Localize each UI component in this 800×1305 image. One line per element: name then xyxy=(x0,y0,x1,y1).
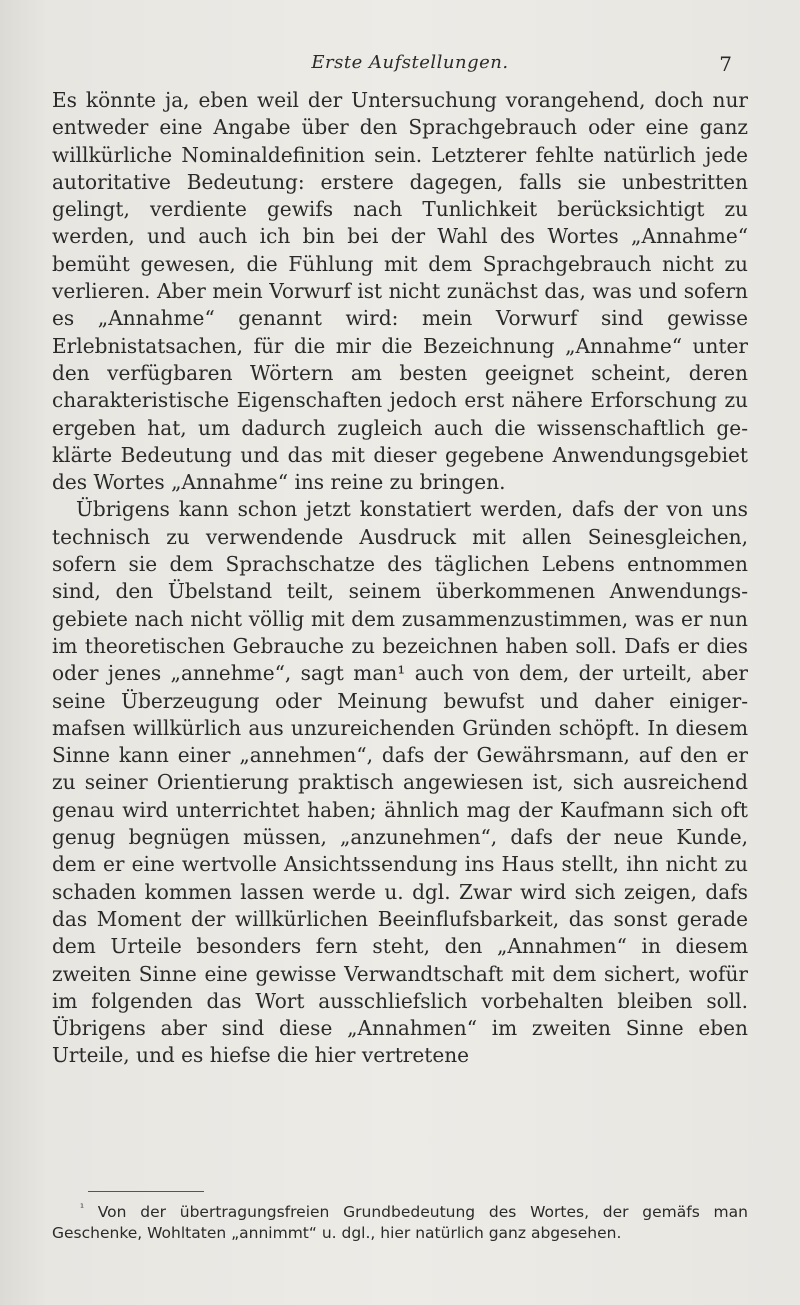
running-title: Erste Aufstellungen. xyxy=(311,52,509,73)
paragraph-2: Übrigens kann schon jetzt konstatiert werden, dafs der von uns technisch zu verwendende Ausdruck mit allen Seinesgleichen, sofern sie dem Sprachschatze des täglichen Lebens entnommen sind, den Übelstand teilt, seinem überkommenen Anwendungsgebiete nach nicht völlig mit dem zusammenzustimmen, was er nun im theoretischen Gebrauche zu bezeichnen haben soll. Dafs er dies oder jenes „annehme“, sagt man¹ auch von dem, der urteilt, aber seine Überzeugung oder Meinung bewufst und daher einigermafsen willkürlich aus unzureichenden Gründen schöpft. In diesem Sinne kann einer „annehmen“, dafs der Gewährsmann, auf den er zu seiner Orientierung praktisch angewiesen ist, sich ausreichend genau wird unterrichtet haben; ähnlich mag der Kaufmann sich oft genug begnügen müssen, „anzunehmen“, dafs der neue Kunde, dem er eine wertvolle Ansichtssendung ins Haus stellt, ihn nicht zu schaden kommen lassen werde u. dgl. Zwar wird sich zeigen, dafs das Moment der willkürlichen Beeinflufsbarkeit, das sonst gerade dem Urteile besonders fern steht, den „Annahmen“ in diesem zweiten Sinne eine gewisse Verwandtschaft mit dem sichert, wofür im folgenden das Wort ausschliefslich vorbehalten bleiben soll. Übrigens aber sind diese „Annahmen“ im zweiten Sinne eben Urteile, und es hiefse die hier vertretene xyxy=(52,497,748,1068)
body-text xyxy=(52,87,748,1070)
footnote-divider xyxy=(88,1191,204,1192)
page-number: 7 xyxy=(719,52,732,76)
footnote xyxy=(52,1199,748,1243)
footnote-text: Von der übertragungsfreien Grundbedeutung des Wortes, der gemäfs man Geschenke, Wohltaten „annimmt“ u. dgl., hier natürlich ganz abgesehen. xyxy=(52,1203,748,1242)
footnote-marker: ¹ xyxy=(80,1203,85,1214)
paragraph-1: Es könnte ja, eben weil der Untersuchung vorangehend, doch nur entweder eine Angabe über den Sprachgebrauch oder eine ganz willkürliche Nominaldefinition sein. Letzterer fehlte natürlich jede autoritative Bedeutung: erstere dagegen, falls sie unbestritten gelingt, verdiente gewifs nach Tunlichkeit berücksichtigt zu werden, und auch ich bin bei der Wahl des Wortes „Annahme“ bemüht gewesen, die Fühlung mit dem Sprachgebrauch nicht zu verlieren. Aber mein Vorwurf ist nicht zunächst das, was und sofern es „Annahme“ genannt wird: mein Vorwurf sind gewisse Erlebnistatsachen, für die mir die Bezeichnung „Annahme“ unter den verfügbaren Wörtern am besten geeignet scheint, deren charakteristische Eigenschaften jedoch erst nähere Erforschung zu ergeben hat, um dadurch zugleich auch die wissenschaftlich geklärte Bedeutung und das mit dieser gegebene Anwendungsgebiet des Wortes „Annahme“ ins reine zu bringen. xyxy=(52,88,748,495)
running-head xyxy=(0,52,800,78)
